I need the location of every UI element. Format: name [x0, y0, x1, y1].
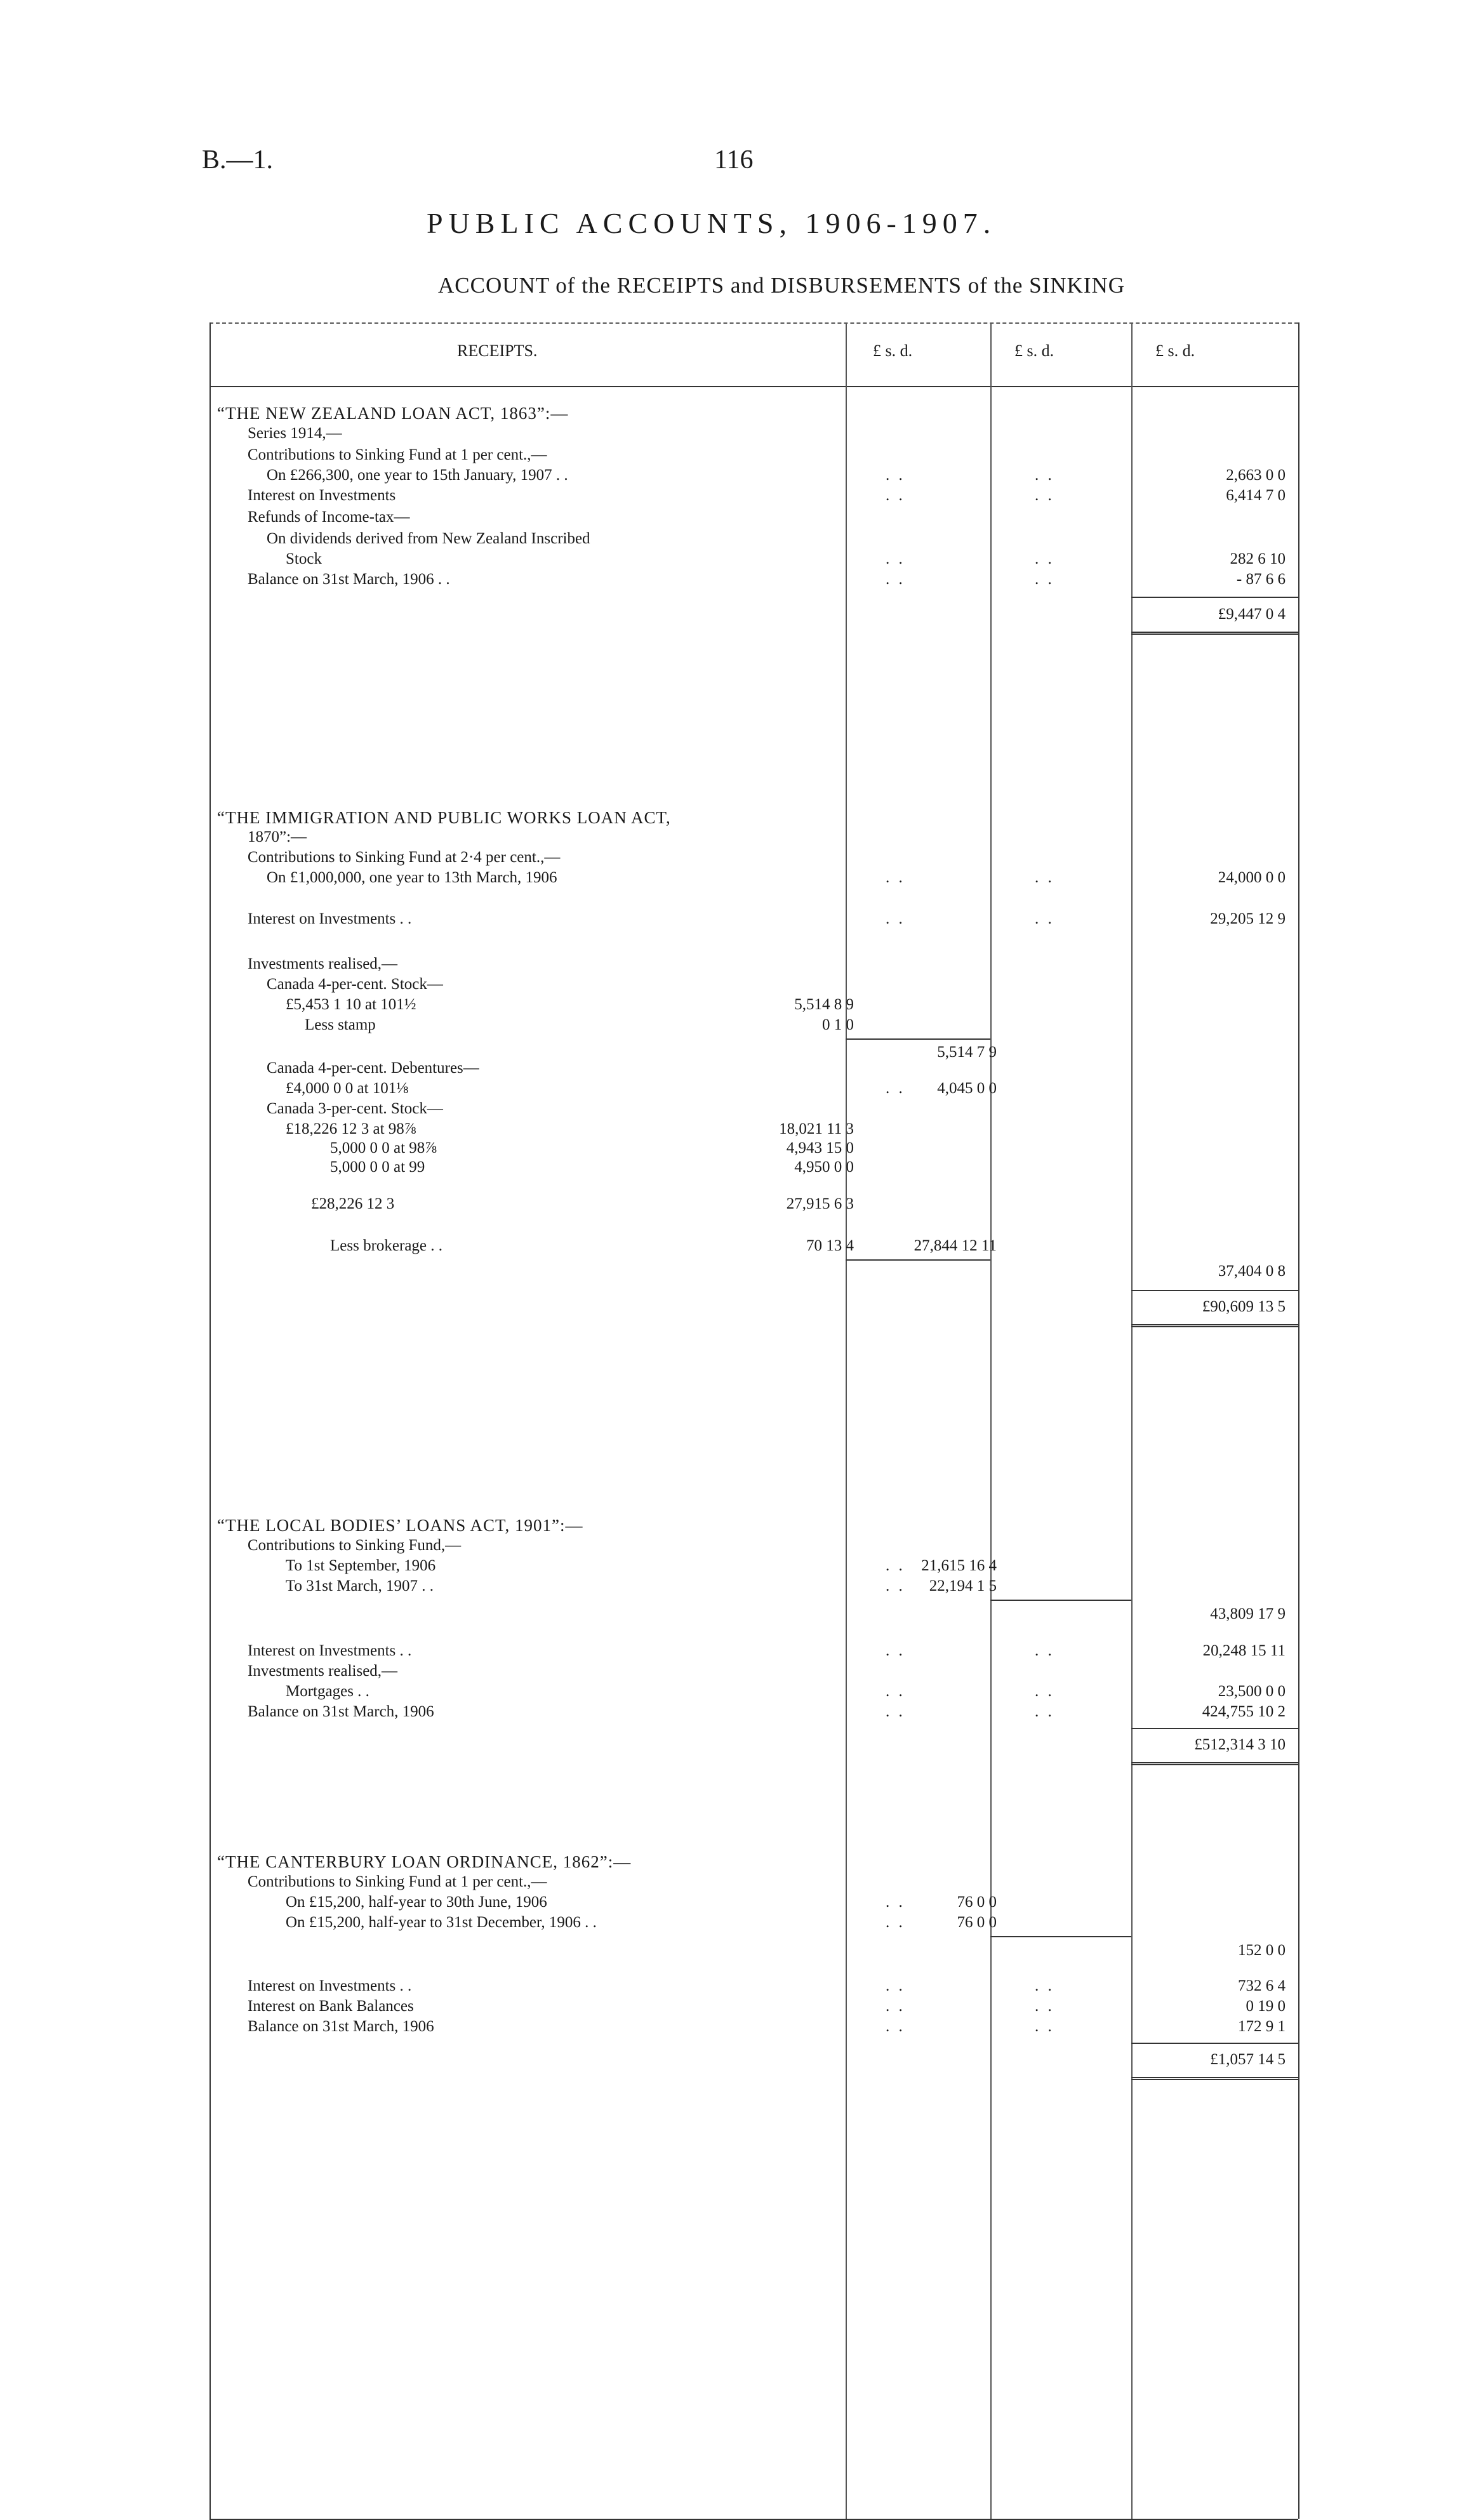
- ledger-row: [209, 1913, 1298, 1932]
- row-description: Interest on Investments: [248, 487, 396, 504]
- ledger-row: [209, 995, 1298, 1014]
- ledger-row: [209, 868, 1298, 887]
- amount: 0 19 0: [1246, 1998, 1286, 2015]
- section-title: “THE IMMIGRATION AND PUBLIC WORKS LOAN ACT,: [217, 808, 671, 827]
- amount: 282 6 10: [1230, 550, 1286, 567]
- subtotal-rule: [846, 1259, 990, 1261]
- ledger-row: [209, 2017, 1298, 2036]
- row-description: On £15,200, half-year to 31st December, 1906 . .: [286, 1914, 597, 1931]
- ledger-row: [209, 446, 1298, 465]
- ledger-row: [209, 1237, 1298, 1256]
- header-rule: [209, 386, 1298, 387]
- amount: 5,514 7 9: [937, 1044, 997, 1061]
- ledger-row: [209, 1605, 1298, 1624]
- row-description: To 1st September, 1906: [286, 1557, 436, 1574]
- row-description: Interest on Investments . .: [248, 910, 412, 927]
- leader-dots: . .: [1035, 2018, 1054, 2035]
- row-description: Less brokerage . .: [330, 1237, 443, 1254]
- section-total: £9,447 0 4: [1218, 606, 1286, 623]
- row-description: Interest on Bank Balances: [248, 1998, 414, 2015]
- amount: 37,404 0 8: [1218, 1263, 1286, 1280]
- amount: 27,844 12 11: [914, 1237, 997, 1254]
- leader-dots: . .: [886, 1893, 905, 1911]
- amount: 4,950 0 0: [794, 1158, 854, 1176]
- ledger-row: [209, 1556, 1298, 1575]
- ledger-row: [209, 1158, 1298, 1177]
- total-rule: [1131, 1324, 1298, 1327]
- ledger-row: [209, 955, 1298, 974]
- row-description: Balance on 31st March, 1906: [248, 1703, 434, 1720]
- ledger-row: [209, 1195, 1298, 1214]
- row-description: £28,226 12 3: [311, 1195, 395, 1212]
- column-rule: [846, 322, 847, 2519]
- section-title-continued: 1870”:—: [248, 828, 307, 846]
- leader-dots: . .: [1035, 1683, 1054, 1700]
- amount: 21,615 16 4: [921, 1557, 997, 1574]
- total-rule: [1131, 632, 1298, 635]
- row-description: 5,000 0 0 at 98⅞: [330, 1139, 437, 1157]
- ledger-row: [209, 1997, 1298, 2016]
- subtotal-rule: [1131, 1728, 1298, 1729]
- ledger-row: [209, 1099, 1298, 1118]
- leader-dots: . .: [1035, 1998, 1054, 2015]
- leader-dots: . .: [886, 1557, 905, 1574]
- ledger-row: [209, 1262, 1298, 1281]
- leader-dots: . .: [1035, 571, 1054, 588]
- row-description: On £266,300, one year to 15th January, 1907 . .: [267, 467, 568, 484]
- leader-dots: . .: [1035, 487, 1054, 504]
- row-description: On £1,000,000, one year to 13th March, 1906: [267, 869, 557, 886]
- leader-dots: . .: [886, 1914, 905, 1931]
- leader-dots: . .: [886, 1703, 905, 1720]
- amount: 27,915 6 3: [786, 1195, 854, 1212]
- ledger-row: [209, 910, 1298, 929]
- ledger-row: [209, 1139, 1298, 1158]
- amount: 24,000 0 0: [1218, 869, 1286, 886]
- ledger-table: [209, 322, 1298, 2519]
- ledger-row: [209, 1079, 1298, 1098]
- row-description: Mortgages . .: [286, 1683, 369, 1700]
- leader-dots: . .: [1035, 1642, 1054, 1659]
- amount: 22,194 1 5: [929, 1577, 997, 1595]
- section-title: “THE CANTERBURY LOAN ORDINANCE, 1862”:—: [217, 1852, 632, 1871]
- subtotal-rule: [1131, 1290, 1298, 1291]
- leader-dots: . .: [1035, 1703, 1054, 1720]
- section-total-row: [209, 2050, 1298, 2069]
- section-heading: [209, 808, 1298, 827]
- ledger-row: [209, 1577, 1298, 1596]
- ledger-row: [209, 1016, 1298, 1035]
- row-description: £18,226 12 3 at 98⅞: [286, 1120, 416, 1137]
- leader-dots: . .: [886, 1683, 905, 1700]
- amount: 4,943 15 0: [786, 1139, 854, 1157]
- money-column-header: £ s. d.: [1155, 342, 1195, 360]
- amount: 5,514 8 9: [794, 996, 854, 1013]
- page-number: 116: [714, 145, 754, 175]
- row-description: Investments realised,—: [248, 955, 398, 972]
- leader-dots: . .: [886, 1080, 905, 1097]
- row-description: Interest on Investments . .: [248, 1977, 412, 1994]
- row-description: Canada 4-per-cent. Debentures—: [267, 1059, 479, 1077]
- amount: 4,045 0 0: [937, 1080, 997, 1097]
- ledger-row: [209, 1977, 1298, 1996]
- amount: 6,414 7 0: [1226, 487, 1286, 504]
- column-rule: [1131, 322, 1133, 2519]
- ledger-row: [209, 529, 1298, 548]
- ledger-row: [209, 1702, 1298, 1721]
- ledger-row: [209, 1536, 1298, 1555]
- row-description: Interest on Investments . .: [248, 1642, 412, 1659]
- row-description: Contributions to Sinking Fund at 2·4 per cent.,—: [248, 849, 561, 866]
- table-top-rule: [209, 322, 1298, 324]
- amount: - 87 6 6: [1236, 571, 1286, 588]
- total-rule: [1131, 1762, 1298, 1765]
- section-title: “THE NEW ZEALAND LOAN ACT, 1863”:—: [217, 404, 569, 423]
- amount: 172 9 1: [1238, 2018, 1286, 2035]
- amount: 23,500 0 0: [1218, 1683, 1286, 1700]
- section-title: “THE LOCAL BODIES’ LOANS ACT, 1901”:—: [217, 1516, 583, 1535]
- amount: 18,021 11 3: [779, 1120, 854, 1137]
- amount: 70 13 4: [806, 1237, 854, 1254]
- table-left-rule: [209, 322, 211, 2519]
- ledger-row: [209, 828, 1298, 847]
- leader-dots: . .: [886, 869, 905, 886]
- page-title: PUBLIC ACCOUNTS, 1906-1907.: [427, 207, 997, 239]
- row-description: Stock: [286, 550, 322, 567]
- receipts-column-header: RECEIPTS.: [457, 342, 538, 360]
- leader-dots: . .: [886, 550, 905, 567]
- money-column-header: £ s. d.: [873, 342, 913, 360]
- amount: 424,755 10 2: [1202, 1703, 1286, 1720]
- leader-dots: . .: [886, 1977, 905, 1994]
- row-description: To 31st March, 1907 . .: [286, 1577, 434, 1595]
- ledger-row: [209, 975, 1298, 994]
- row-description: 5,000 0 0 at 99: [330, 1158, 425, 1176]
- ledger-row: [209, 466, 1298, 485]
- row-description: Balance on 31st March, 1906: [248, 2018, 434, 2035]
- leader-dots: . .: [886, 1577, 905, 1595]
- section-heading: [209, 404, 1298, 423]
- section-total-row: [209, 605, 1298, 624]
- leader-dots: . .: [1035, 1977, 1054, 1994]
- ledger-row: [209, 1682, 1298, 1701]
- section-heading: [209, 1852, 1298, 1871]
- amount: 76 0 0: [957, 1914, 997, 1931]
- row-description: On £15,200, half-year to 30th June, 1906: [286, 1893, 547, 1911]
- row-description: Canada 3-per-cent. Stock—: [267, 1100, 443, 1117]
- subtotal-rule: [990, 1936, 1131, 1937]
- ledger-row: [209, 508, 1298, 527]
- section-heading: [209, 1516, 1298, 1535]
- ledger-row: [209, 1641, 1298, 1661]
- ledger-row: [209, 486, 1298, 505]
- amount: 43,809 17 9: [1210, 1605, 1286, 1622]
- subtotal-rule: [1131, 597, 1298, 598]
- ledger-row: [209, 1941, 1298, 1960]
- section-total: £512,314 3 10: [1194, 1736, 1286, 1753]
- row-description: Contributions to Sinking Fund at 1 per cent.,—: [248, 1873, 547, 1890]
- leader-dots: . .: [886, 910, 905, 927]
- subtotal-rule: [990, 1600, 1131, 1601]
- ledger-row: [209, 1059, 1298, 1078]
- ledger-row: [209, 570, 1298, 589]
- row-description: Contributions to Sinking Fund at 1 per cent.,—: [248, 446, 547, 463]
- leader-dots: . .: [886, 571, 905, 588]
- leader-dots: . .: [886, 1998, 905, 2015]
- ledger-row: [209, 424, 1298, 443]
- ledger-row: [209, 1873, 1298, 1892]
- row-description: On dividends derived from New Zealand Inscribed: [267, 530, 590, 547]
- section-total-row: [209, 1297, 1298, 1316]
- money-column-header: £ s. d.: [1014, 342, 1054, 360]
- section-total: £1,057 14 5: [1210, 2051, 1286, 2068]
- amount: 2,663 0 0: [1226, 467, 1286, 484]
- row-description: £5,453 1 10 at 101½: [286, 996, 416, 1013]
- row-description: Series 1914,—: [248, 425, 342, 442]
- ledger-row: [209, 550, 1298, 569]
- leader-dots: . .: [886, 467, 905, 484]
- row-description: Balance on 31st March, 1906 . .: [248, 571, 450, 588]
- subtotal-rule: [846, 1038, 990, 1040]
- row-description: Investments realised,—: [248, 1662, 398, 1680]
- row-description: Less stamp: [305, 1016, 376, 1033]
- amount: 29,205 12 9: [1210, 910, 1286, 927]
- ledger-row: [209, 1120, 1298, 1139]
- amount: 152 0 0: [1238, 1942, 1286, 1959]
- document-reference: B.—1.: [202, 145, 274, 175]
- subtotal-rule: [1131, 2043, 1298, 2044]
- leader-dots: . .: [1035, 869, 1054, 886]
- leader-dots: . .: [886, 487, 905, 504]
- account-subtitle: ACCOUNT of the RECEIPTS and DISBURSEMENTS of the SINKING: [438, 273, 1126, 298]
- table-right-rule: [1298, 322, 1299, 2519]
- ledger-row: [209, 848, 1298, 867]
- total-rule: [1131, 2077, 1298, 2080]
- section-total-row: [209, 1735, 1298, 1754]
- leader-dots: . .: [886, 1642, 905, 1659]
- row-description: Refunds of Income-tax—: [248, 508, 410, 526]
- ledger-row: [209, 1662, 1298, 1681]
- ledger-row: [209, 1893, 1298, 1912]
- column-rule: [990, 322, 992, 2519]
- amount: 732 6 4: [1238, 1977, 1286, 1994]
- amount: 20,248 15 11: [1202, 1642, 1286, 1659]
- leader-dots: . .: [1035, 467, 1054, 484]
- leader-dots: . .: [886, 2018, 905, 2035]
- row-description: Contributions to Sinking Fund,—: [248, 1537, 462, 1554]
- section-total: £90,609 13 5: [1202, 1298, 1286, 1315]
- leader-dots: . .: [1035, 550, 1054, 567]
- amount: 76 0 0: [957, 1893, 997, 1911]
- row-description: Canada 4-per-cent. Stock—: [267, 976, 443, 993]
- amount: 0 1 0: [822, 1016, 854, 1033]
- leader-dots: . .: [1035, 910, 1054, 927]
- row-description: £4,000 0 0 at 101⅛: [286, 1080, 409, 1097]
